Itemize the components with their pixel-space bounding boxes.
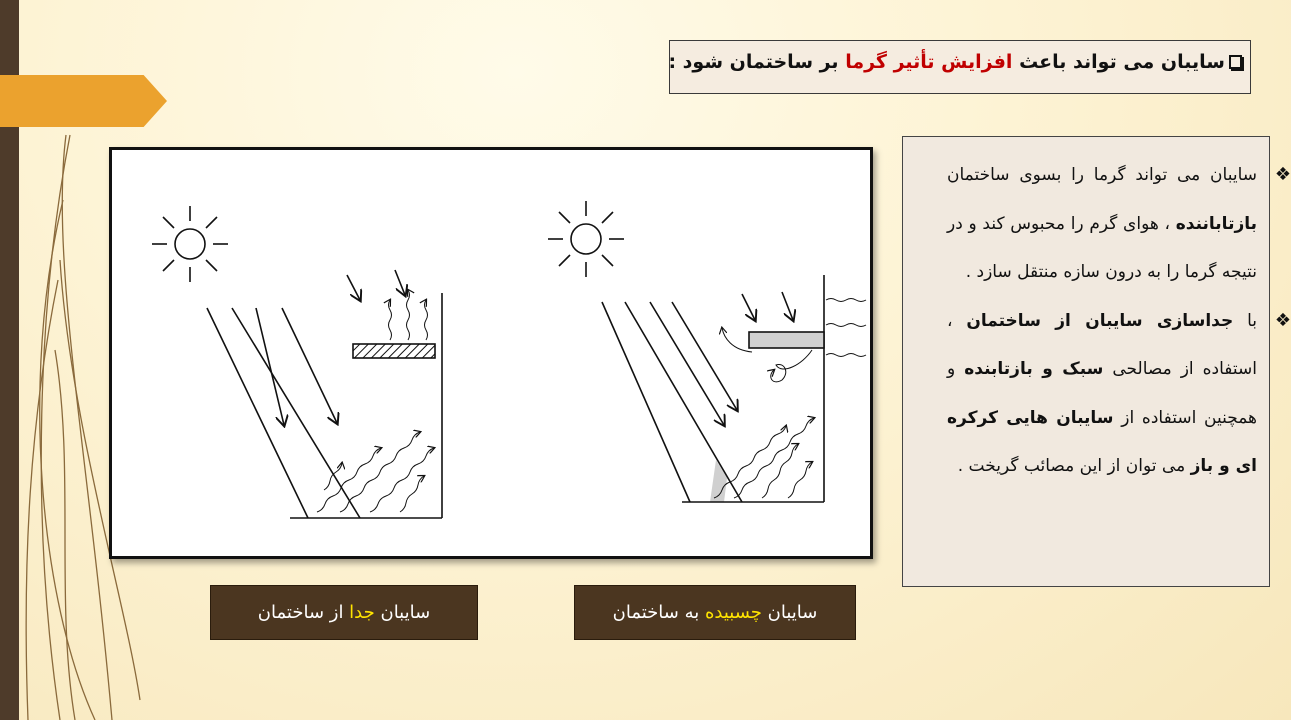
caption-right-p1: سایبان: [761, 602, 818, 623]
title-part2: بر ساختمان شود :: [668, 51, 846, 73]
paragraph-1: [947, 151, 1291, 297]
diamond-bullet-icon: ❖: [1274, 164, 1291, 185]
caption-right-p2: به ساختمان: [612, 602, 705, 623]
slide-title: [669, 40, 1251, 94]
p2-text-1: با: [1233, 310, 1257, 331]
p1-bold-1: بازتاباننده: [1175, 213, 1257, 234]
p1-text-2: ، هوای گرم را محبوس کند و در نتیجه گرما را به درون سازه منتقل سازد .: [947, 213, 1257, 282]
caption-left-p1: سایبان: [374, 602, 431, 623]
p2-text-2: ، استفاده از مصالحی: [947, 310, 1257, 379]
paragraph-2: [947, 297, 1291, 491]
p2-text-3: و همچنین استفاده از: [947, 359, 1257, 428]
title-highlight: افزایش تأثیر گرما: [845, 51, 1013, 73]
sun-icon-left: [152, 206, 228, 282]
separated-awning: [353, 344, 435, 358]
p2-bold-1: جداسازی سایبان از ساختمان: [966, 310, 1234, 331]
caption-left-p2: از ساختمان: [257, 602, 350, 623]
diagram-drawing: [112, 150, 870, 556]
p2-bold-3: سایبان هایی کرکره ای و باز: [947, 407, 1257, 476]
checkbox-bullet-icon: [1229, 55, 1242, 69]
sun-icon-right: [548, 201, 624, 277]
attached-awning: [749, 332, 824, 348]
caption-attached-awning: [574, 585, 856, 640]
explanation-panel: [902, 136, 1291, 587]
p2-text-4: می توان از این مصائب گریخت .: [957, 456, 1191, 476]
diamond-bullet-icon: ❖: [1274, 309, 1291, 331]
p1-text-1: سایبان می تواند گرما را بسوی ساختمان: [947, 165, 1257, 185]
caption-left-highlight: جدا: [349, 602, 375, 623]
awning-heat-diagram: [109, 147, 873, 559]
caption-right-highlight: چسبیده: [704, 602, 762, 623]
caption-separated-awning: [210, 585, 478, 640]
title-part1: سایبان می تواند باعث: [1012, 51, 1225, 73]
title-arrow-tab: [0, 75, 167, 127]
p2-bold-2: سبک و بازتابنده: [964, 359, 1104, 379]
